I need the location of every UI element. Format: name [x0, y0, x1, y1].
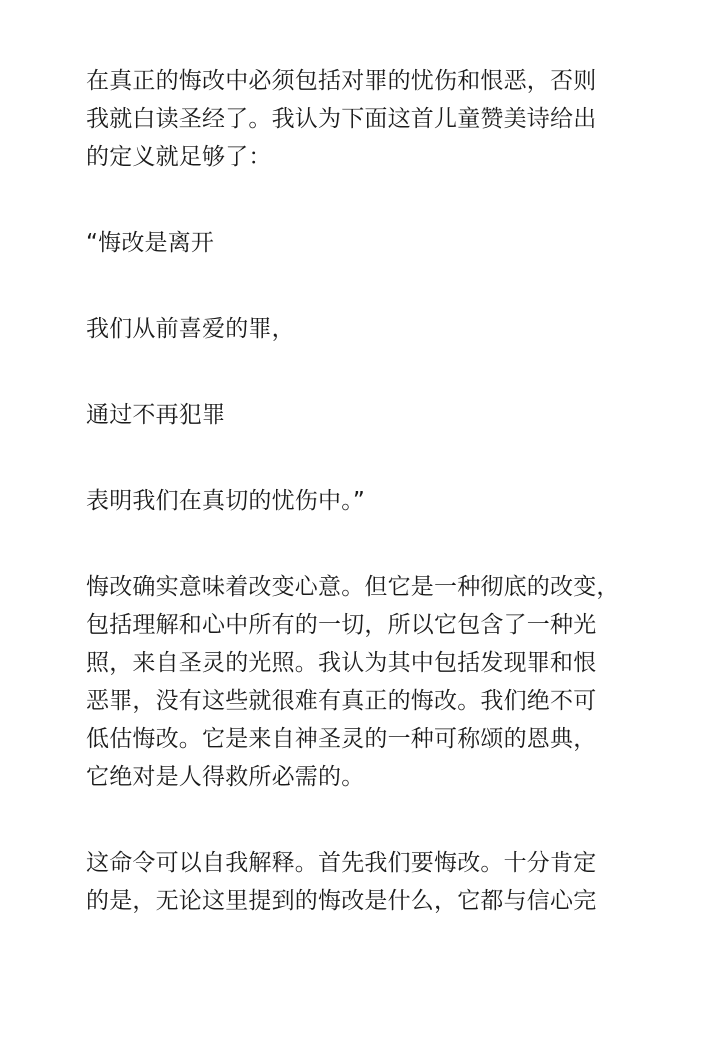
paragraph-repentance — [86, 568, 626, 796]
text-line: 低估悔改。它是来自神圣灵的一种可称颂的恩典， — [86, 726, 597, 752]
text-line: 的是，无论这里提到的悔改是什么，它都与信心完 — [86, 888, 597, 914]
text-line: 它绝对是人得救所必需的。 — [86, 764, 365, 790]
text-line: 我们从前喜爱的罪， — [86, 316, 295, 342]
hymn-line-2 — [86, 310, 626, 348]
text-line: 这命令可以自我解释。首先我们要悔改。十分肯定 — [86, 850, 597, 876]
hymn-line-4 — [86, 482, 626, 520]
hymn-line-1 — [86, 224, 626, 262]
text-line: 在真正的悔改中必须包括对罪的忧伤和恨恶，否则 — [86, 68, 597, 94]
text-line: “悔改是离开 — [86, 230, 215, 256]
text-line: 恶罪，没有这些就很难有真正的悔改。我们绝不可 — [86, 688, 597, 714]
hymn-line-3 — [86, 396, 626, 434]
paragraph-intro — [86, 62, 626, 176]
paragraph-command — [86, 844, 626, 920]
text-line: 照，来自圣灵的光照。我认为其中包括发现罪和恨 — [86, 650, 597, 676]
text-line: 的定义就足够了： — [86, 144, 272, 170]
text-line: 悔改确实意味着改变心意。但它是一种彻底的改变， — [86, 574, 620, 600]
text-line: 表明我们在真切的忧伤中。” — [86, 488, 366, 514]
text-line: 通过不再犯罪 — [86, 402, 226, 428]
text-line: 我就白读圣经了。我认为下面这首儿童赞美诗给出 — [86, 106, 597, 132]
document-body — [86, 62, 626, 920]
text-line: 包括理解和心中所有的一切，所以它包含了一种光 — [86, 612, 597, 638]
